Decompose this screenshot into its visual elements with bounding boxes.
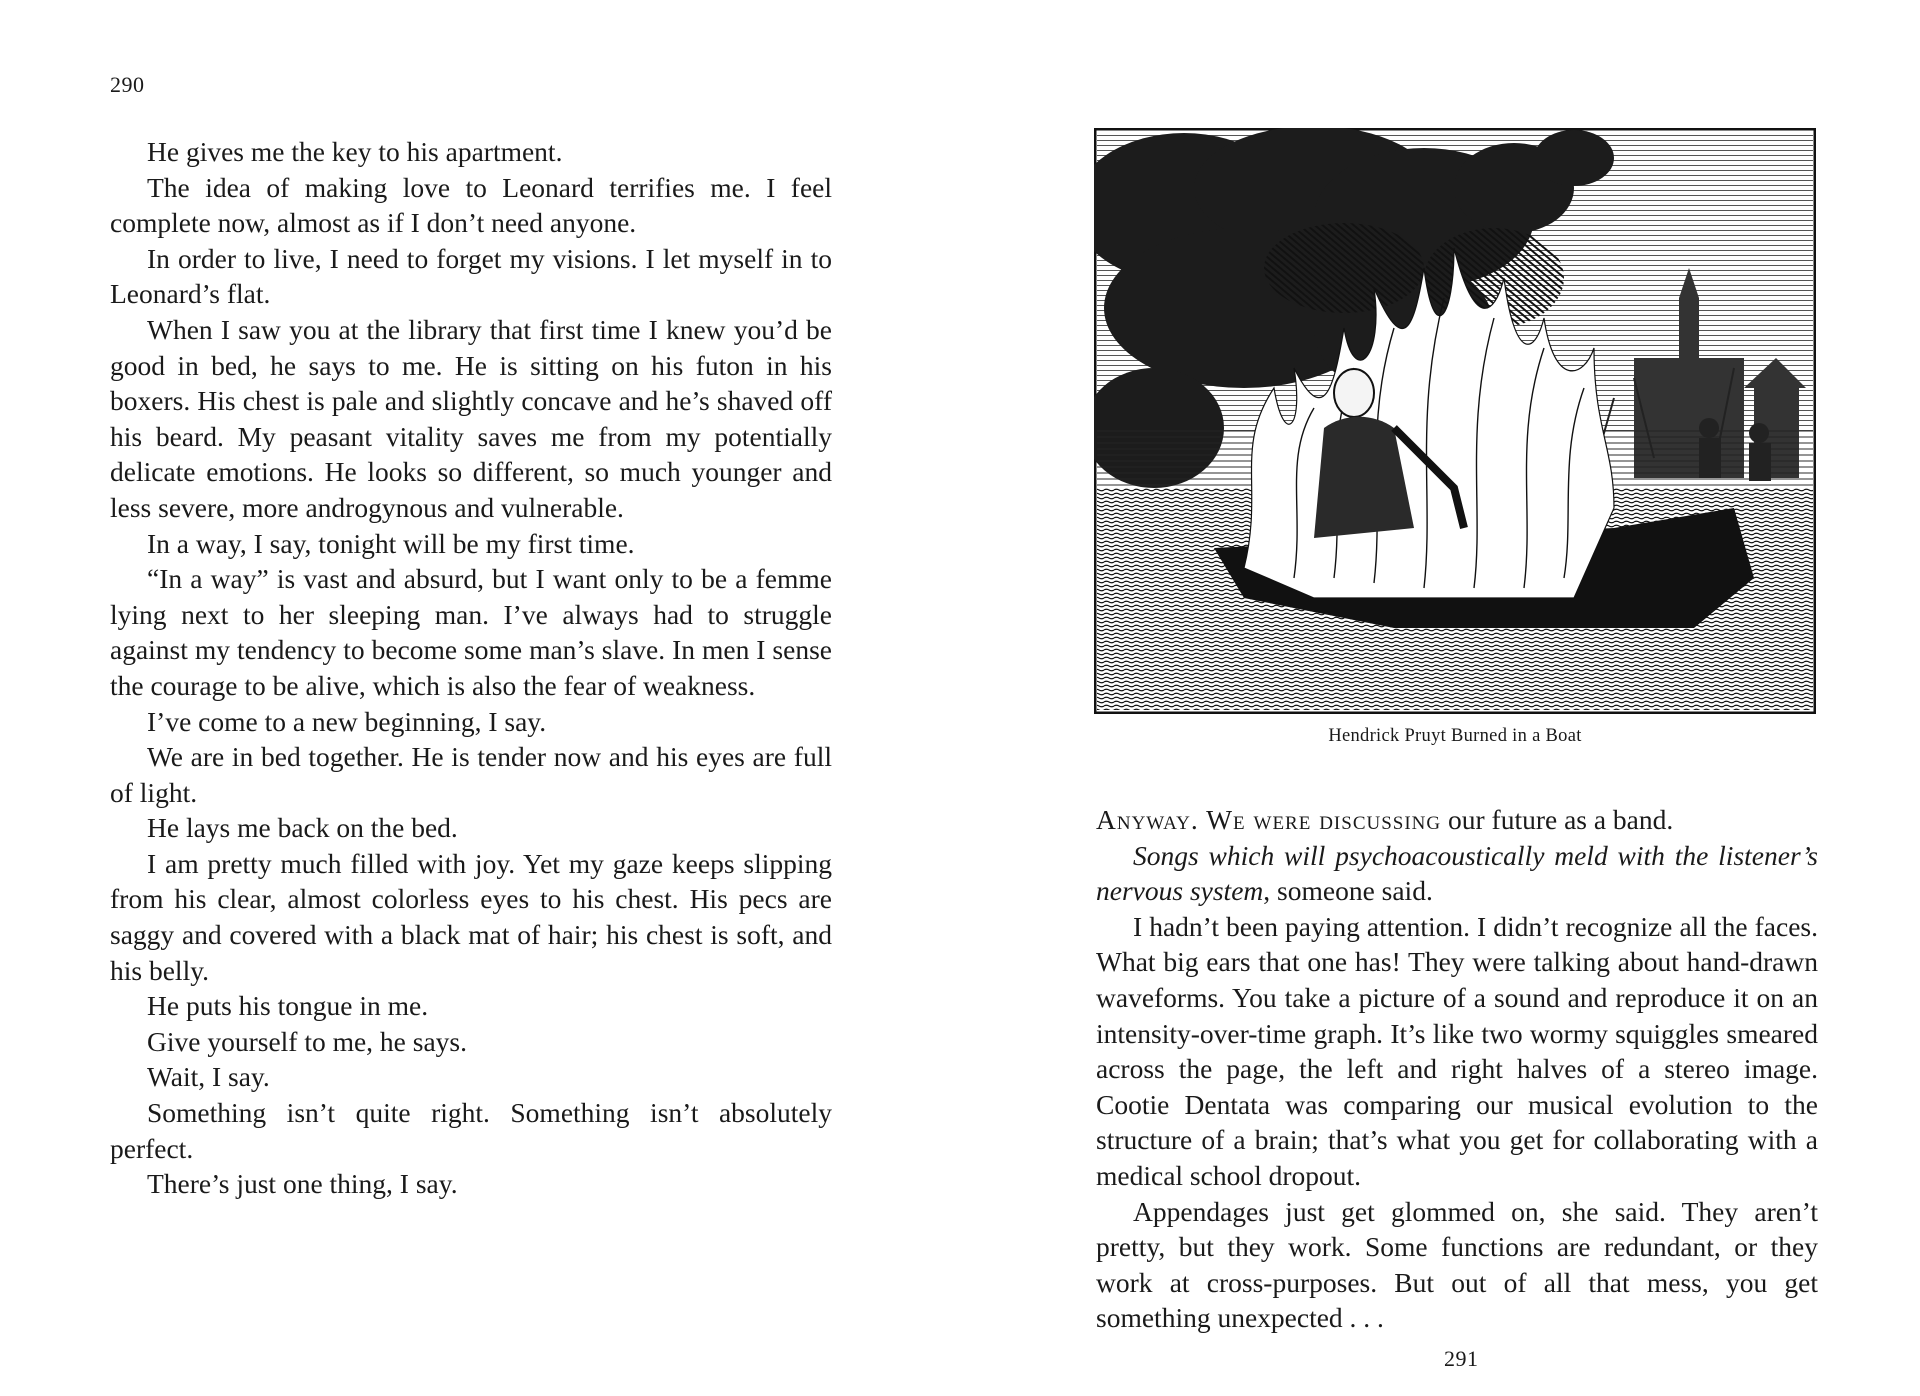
paragraph: I am pretty much filled with joy. Yet my gaze keeps slipping from his clear, almost colorless eyes to his chest. His pecs are saggy and covered with a black mat of hair; his chest is soft, and his belly. xyxy=(110,847,832,986)
right-page-text xyxy=(1096,802,1818,1336)
italic-quote: Songs which will psychoacoustically meld with the listener’s nervous system xyxy=(1096,839,1818,907)
paragraph xyxy=(1096,802,1818,838)
section-opening-smallcaps: Anyway. We were discussing xyxy=(1096,804,1442,835)
paragraph: I hadn’t been paying attention. I didn’t recognize all the faces. What big ears that one has! They were talking about hand-drawn waveforms. You take a picture of a sound and reproduce it on an intensity-over-time graph. It’s like two wormy squiggles smeared across the page, the left and right halves of a stereo image. Cootie Dentata was comparing our musical evolution to the structure of a brain; that’s what you get for collaborating with a medical school dropout. xyxy=(1096,910,1818,1191)
paragraph: Wait, I say. xyxy=(147,1061,270,1093)
page-number-right: 291 xyxy=(1444,1346,1479,1371)
paragraph-text: , someone said. xyxy=(1263,875,1433,907)
page-number-left: 290 xyxy=(110,72,145,97)
paragraph: Give yourself to me, he says. xyxy=(147,1025,467,1057)
paragraph: We are in bed together. He is tender now and his eyes are full of light. xyxy=(110,741,832,808)
paragraph: He lays me back on the bed. xyxy=(147,812,458,844)
paragraph: In a way, I say, tonight will be my first time. xyxy=(147,527,635,559)
engraving-illustration-icon xyxy=(1094,128,1816,714)
paragraph: He puts his tongue in me. xyxy=(147,990,429,1022)
paragraph-text: our future as a band. xyxy=(1441,804,1674,835)
paragraph xyxy=(1096,838,1818,909)
paragraph: I’ve come to a new beginning, I say. xyxy=(147,705,547,737)
paragraph: Something isn’t quite right. Something isn’t absolutely perfect. xyxy=(110,1097,832,1164)
paragraph: He gives me the key to his apartment. xyxy=(147,136,563,167)
paragraph: In order to live, I need to forget my visions. I let myself in to Leonard’s flat. xyxy=(110,242,832,310)
figure-caption: Hendrick Pruyt Burned in a Boat xyxy=(1328,726,1582,746)
engraving-figure xyxy=(1094,128,1816,747)
paragraph: When I saw you at the library that first time I knew you’d be good in bed, he says to me. He is sitting on his futon in his boxers. His chest is pale and slightly concave and he’s shaved off his beard. My peasant vitality saves me from my potentially delicate emotions. He looks so different, so much younger and less severe, more androgynous and vulnerable. xyxy=(110,313,832,523)
paragraph: Appendages just get glommed on, she said. They aren’t pretty, but they work. Some functions are redundant, or they work at cross-purposes. But out of all that mess, you get something unexpected . . . xyxy=(1096,1195,1818,1334)
left-page-text xyxy=(110,134,832,1202)
paragraph: There’s just one thing, I say. xyxy=(147,1168,458,1200)
paragraph: The idea of making love to Leonard terrifies me. I feel complete now, almost as if I don’t need anyone. xyxy=(110,171,832,239)
paragraph: “In a way” is vast and absurd, but I want only to be a femme lying next to her sleeping man. I’ve always had to struggle against my tendency to become some man’s slave. In men I sense the courage to be alive, which is also the fear of weakness. xyxy=(110,563,832,701)
